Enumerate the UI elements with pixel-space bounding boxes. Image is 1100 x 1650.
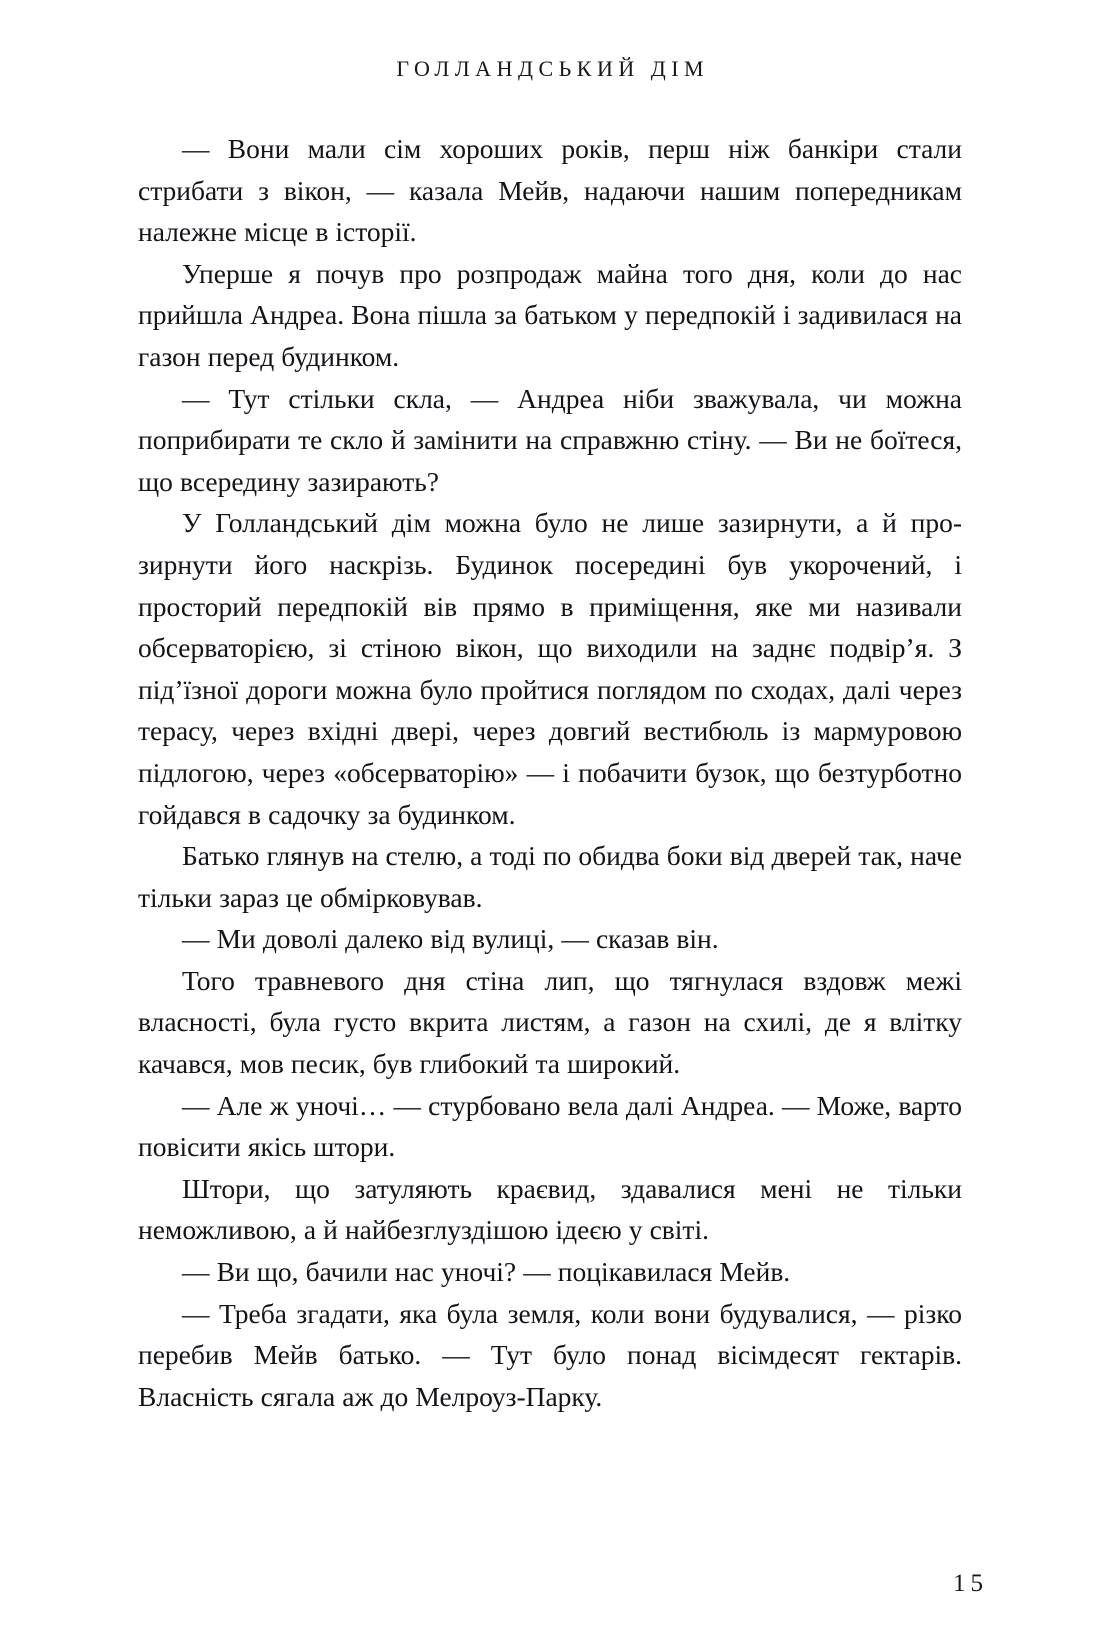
paragraph: Того травневого дня стіна лип, що тягнулася вздовж межі власності, була густо вкрита листям, а газон на схилі, де я влітку качався, мов песик, був глибокий та широкий. [138,964,962,1080]
page-number: 15 [953,1570,988,1597]
paragraph: — Вони мали сім хороших років, перш ніж банкіри стали стрибати з вікон, — казала Мейв, надаючи нашим попередникам належне місце в історії. [138,133,962,248]
paragraph: — Треба згадати, яка була земля, коли вони будувалися, — різко перебив Мейв батько. — Тут було понад вісімдесят гектарів. Власність сягала аж до Мелроуз-Парку. [138,1297,962,1412]
paragraph: У Голландський дім можна було не лише зазирнути, а й прозирнути його наскрізь. Будинок посередині був укорочений, і просторий передпокій вів прямо в приміщення, яке ми називали обсерваторією, зі стіною вікон, що виходили на заднє подвір’я. З під’їзної дороги можна було пройтися поглядом по сходах, далі через терасу, через вхідні двері, через довгий вестибюль із мармуровою підлогою, через «обсерваторію» — і побачити бузок, що безтурботно гойдався в садочку за будинком. [138,507,962,830]
paragraph: — Ви що, бачили нас уночі? — поцікавилася Мейв. [182,1256,791,1288]
body-text-column [138,128,962,1417]
running-head-title: ГОЛЛАНДСЬКИЙ ДІМ [396,56,710,81]
paragraph: Уперше я почув про розпродаж майна того дня, коли до нас прийшла Андреа. Вона пішла за батьком у передпокій і задивилася на газон перед будинком. [138,257,962,372]
paragraph: — Ми доволі далеко від вулиці, — сказав він. [182,923,719,955]
paragraph: Штори, що затуляють краєвид, здавалися мені не тільки неможливою, а й найбезглуздішою ідеєю у світі. [138,1172,962,1246]
paragraph: — Але ж уночі… — стурбовано вела далі Андреа. — Може, варто повісити якісь штори. [138,1089,962,1163]
paragraph: — Тут стільки скла, — Андреа ніби зважувала, чи можна поприбирати те скло й замінити на справжню стіну. — Ви не боїтеся, що всередину зазирають? [138,382,962,497]
paragraph: Батько глянув на стелю, а тоді по обидва боки від дверей так, наче тільки зараз це обмірковував. [138,840,962,913]
